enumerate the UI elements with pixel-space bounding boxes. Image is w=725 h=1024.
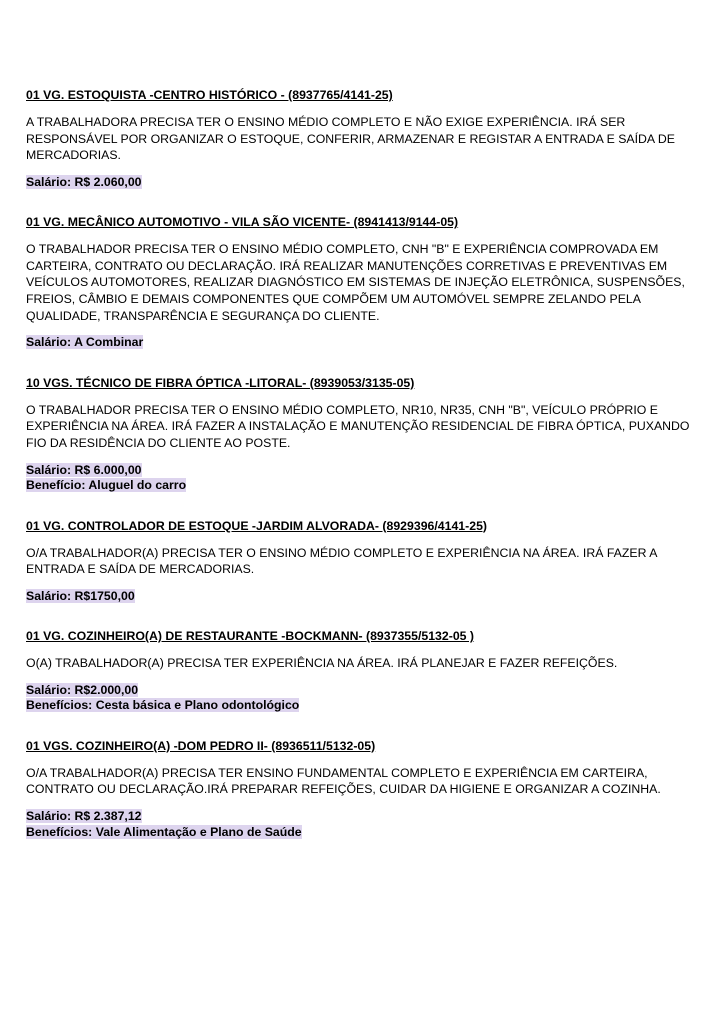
job-title: 01 VG. MECÂNICO AUTOMOTIVO - VILA SÃO VICENTE- (8941413/9144-05): [26, 215, 459, 230]
job-description: O TRABALHADOR PRECISA TER O ENSINO MÉDIO COMPLETO, CNH "B" E EXPERIÊNCIA COMPROVADA EM CARTEIRA, CONTRATO OU DECLARAÇÃO. IRÁ REALIZAR MANUTENÇÕES CORRETIVAS E PREVENTIVAS EM VEÍCULOS AUTOMOTORES, REALIZAR DIAGNÓSTICO EM SISTEMAS DE INJEÇÃO ELETRÔNICA, SUSPENSÕES, FREIOS, CÂMBIO E DEMAIS COMPONENTES QUE COMPÕEM UM AUTOMÓVEL SEMPRE ZELANDO PELA QUALIDADE, TRANSPARÊNCIA E SEGURANÇA DO CLIENTE.: [26, 242, 685, 323]
job-description: O/A TRABALHADOR(A) PRECISA TER ENSINO FUNDAMENTAL COMPLETO E EXPERIÊNCIA EM CARTEIRA, CONTRATO OU DECLARAÇÃO.IRÁ PREPARAR REFEIÇÕES, CUIDAR DA HIGIENE E ORGANIZAR A COZINHA.: [26, 765, 661, 797]
job-title: 01 VG. CONTROLADOR DE ESTOQUE -JARDIM ALVORADA- (8929396/4141-25): [26, 518, 488, 533]
job-listings-document: [26, 87, 696, 864]
job-salary: Salário: R$ 2.387,12: [26, 809, 142, 823]
job-salary: Salário: R$ 2.060,00: [26, 174, 142, 189]
job-meta: [26, 589, 696, 605]
job-salary: Salário: R$2.000,00: [26, 682, 139, 697]
job-meta: [26, 683, 696, 714]
job-salary: Salário: R$1750,00: [26, 588, 135, 603]
job-meta: [26, 175, 696, 191]
job-salary: Salário: R$ 6.000,00: [26, 462, 142, 477]
job-listing-estoquista: [26, 87, 696, 190]
job-description: O TRABALHADOR PRECISA TER O ENSINO MÉDIO COMPLETO, NR10, NR35, CNH "B", VEÍCULO PRÓPRIO E EXPERIÊNCIA NA ÁREA. IRÁ FAZER A INSTALAÇÃO E MANUTENÇÃO RESIDENCIAL DE FIBRA ÓPTICA, PUXANDO FIO DA RESIDÊNCIA DO CLIENTE AO POSTE.: [26, 402, 690, 450]
job-listing-tecnico-fibra: [26, 375, 696, 494]
job-description: O/A TRABALHADOR(A) PRECISA TER O ENSINO MÉDIO COMPLETO E EXPERIÊNCIA NA ÁREA. IRÁ FAZER A ENTRADA E SAÍDA DE MERCADORIAS.: [26, 545, 657, 577]
job-benefits: Benefício: Aluguel do carro: [26, 478, 187, 493]
job-listing-cozinheiro-restaurante: [26, 628, 696, 714]
job-listing-mecanico: [26, 214, 696, 350]
job-meta: [26, 335, 696, 351]
job-title: 10 VGS. TÉCNICO DE FIBRA ÓPTICA -LITORAL- (8939053/3135-05): [26, 375, 415, 390]
job-description: A TRABALHADORA PRECISA TER O ENSINO MÉDIO COMPLETO E NÃO EXIGE EXPERIÊNCIA. IRÁ SER RESPONSÁVEL POR ORGANIZAR O ESTOQUE, CONFERIR, ARMAZENAR E REGISTAR A ENTRADA E SAÍDA DE MERCADORIAS.: [26, 115, 675, 163]
job-title: 01 VG. COZINHEIRO(A) DE RESTAURANTE -BOCKMANN- (8937355/5132-05 ): [26, 629, 475, 644]
job-meta: [26, 809, 696, 840]
job-listing-cozinheiro: [26, 738, 696, 840]
job-meta: [26, 463, 696, 494]
job-listing-controlador-estoque: [26, 518, 696, 605]
job-description: O(A) TRABALHADOR(A) PRECISA TER EXPERIÊNCIA NA ÁREA. IRÁ PLANEJAR E FAZER REFEIÇÕES.: [26, 656, 618, 671]
job-title: 01 VGS. COZINHEIRO(A) -DOM PEDRO II- (8936511/5132-05): [26, 738, 376, 753]
job-benefits: Benefícios: Vale Alimentação e Plano de Saúde: [26, 824, 302, 839]
job-benefits: Benefícios: Cesta básica e Plano odontológico: [26, 698, 300, 713]
job-salary: Salário: A Combinar: [26, 335, 144, 350]
job-title: 01 VG. ESTOQUISTA -CENTRO HISTÓRICO - (8937765/4141-25): [26, 88, 393, 102]
